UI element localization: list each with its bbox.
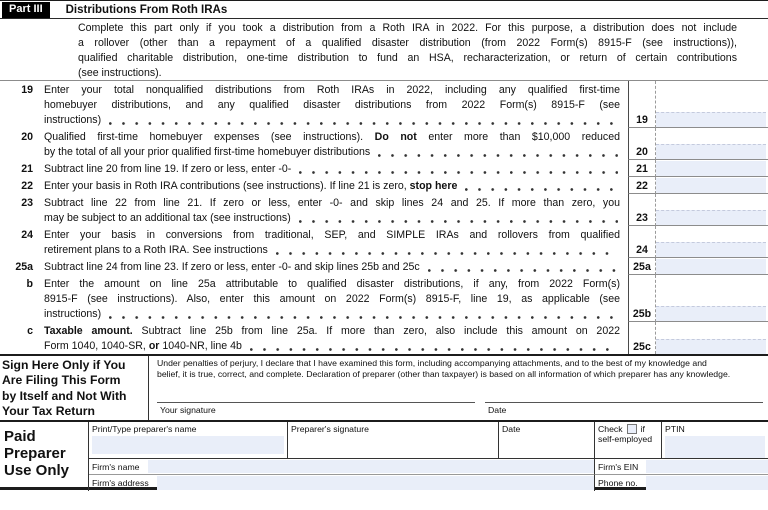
paid-preparer-heading-line: Preparer bbox=[4, 445, 66, 462]
sign-here-section bbox=[0, 354, 768, 420]
line-number-gutter: c bbox=[27, 324, 33, 337]
preparer-signature-cell bbox=[288, 422, 499, 459]
line-text bbox=[44, 226, 628, 258]
dot-leader bbox=[299, 170, 618, 175]
self-employed-cell bbox=[595, 422, 662, 459]
line-text-last bbox=[44, 260, 620, 275]
paid-preparer-heading-line: Paid bbox=[4, 428, 36, 445]
line-text bbox=[44, 81, 628, 128]
your-signature-label: Your signature bbox=[160, 404, 216, 415]
firms-ein-input[interactable] bbox=[646, 460, 768, 473]
line-text-segment: Subtract line 22 from line 21. If zero or less, enter -0- and skip lines 24 and 25. If more than zero, you bbox=[44, 196, 620, 209]
sign-here-body bbox=[148, 356, 768, 420]
check-label: Check bbox=[598, 424, 623, 434]
dot-leader bbox=[378, 153, 618, 158]
line-text-segment: Enter your basis in conversions from traditional, SEP, and SIMPLE IRAs and rollovers from qualified bbox=[44, 228, 620, 241]
paid-preparer-grid bbox=[88, 422, 768, 491]
paid-preparer-heading bbox=[0, 422, 88, 491]
dot-leader bbox=[465, 187, 618, 192]
intro-line: Complete this part only if you took a distribution from a Roth IRA in 2022. For this purpose, a distribution does not include bbox=[78, 22, 737, 34]
line-amount-cell bbox=[655, 160, 768, 177]
form-lines bbox=[0, 81, 768, 354]
ptin-input[interactable] bbox=[665, 436, 765, 458]
line-text-segment: Subtract line 20 from line 19. If zero or less, enter -0- bbox=[44, 162, 292, 175]
line-text bbox=[44, 258, 628, 275]
line-text-segment: Qualified first-time homebuyer expenses (see instructions). Do not enter more than $10,000 reduced bbox=[44, 130, 620, 143]
line-text-segment: 8915-F (see instructions). Also, enter this amount on 2022 Form(s) 8915-F, line 19, as applicable (see bbox=[44, 292, 620, 305]
firms-address-cell bbox=[89, 475, 595, 491]
firms-name-label: Firm's name bbox=[92, 462, 140, 472]
sign-here-heading bbox=[0, 356, 148, 420]
preparer-name-input[interactable] bbox=[92, 436, 284, 454]
line-text-segment: Taxable amount. Subtract line 25b from line 25a. If more than zero, also include this amount on 2022 bbox=[44, 324, 620, 337]
intro-line: (see instructions). bbox=[78, 66, 162, 79]
line-number-box: 22 bbox=[628, 177, 655, 194]
part-intro bbox=[0, 19, 768, 81]
line-text-last bbox=[44, 243, 620, 258]
preparer-name-cell bbox=[89, 422, 288, 459]
line-text bbox=[44, 275, 628, 322]
sign-here-heading-line: by Itself and Not With bbox=[2, 388, 127, 403]
perjury-statement bbox=[157, 358, 763, 380]
line-number-box: 21 bbox=[628, 160, 655, 177]
line-amount-cell bbox=[655, 258, 768, 275]
line-text bbox=[44, 194, 628, 226]
form-line-23 bbox=[0, 194, 768, 226]
preparer-signature-label: Preparer's signature bbox=[291, 424, 369, 434]
line-amount-cell bbox=[655, 226, 768, 258]
sign-here-heading-line: Are Filing This Form bbox=[2, 373, 121, 388]
line-text-segment: by the total of all your prior qualified first-time homebuyer distributions bbox=[44, 145, 371, 158]
line-text-segment: Enter your basis in Roth IRA contributions (see instructions). If line 21 is zero, stop here bbox=[44, 179, 458, 192]
line-text-segment: homebuyer distributions, and any qualified disaster distributions from 2022 Form(s) 8915-F (see bbox=[44, 98, 620, 111]
line-text-last bbox=[44, 339, 620, 354]
intro-text bbox=[78, 19, 768, 81]
form-line-21 bbox=[0, 160, 768, 177]
line-number-gutter: 22 bbox=[21, 179, 33, 192]
line-text-segment: Enter your total nonqualified distributions from Roth IRAs in 2022, including any qualified first-time bbox=[44, 83, 620, 96]
line-text-segment: Subtract line 24 from line 23. If zero or less, enter -0- and skip lines 25b and 25c bbox=[44, 260, 420, 273]
amount-input[interactable] bbox=[656, 339, 766, 354]
signature-date-input[interactable] bbox=[485, 394, 763, 403]
dot-leader bbox=[299, 219, 618, 224]
firms-name-cell bbox=[89, 459, 595, 475]
preparer-date-input[interactable] bbox=[502, 434, 591, 458]
line-text-last bbox=[44, 211, 620, 226]
line-text-last bbox=[44, 113, 620, 128]
dot-leader bbox=[428, 268, 618, 273]
line-amount-cell bbox=[655, 275, 768, 322]
if-label: if bbox=[640, 424, 645, 434]
perjury-line: Under penalties of perjury, I declare that I have examined this form, including accompanying attachments, and to the best of my knowledge and bbox=[157, 358, 707, 368]
form-line-19 bbox=[0, 81, 768, 128]
part-badge: Part III bbox=[2, 2, 50, 18]
your-signature-input[interactable] bbox=[157, 394, 475, 403]
firms-name-input[interactable] bbox=[148, 460, 594, 473]
phone-cell bbox=[595, 475, 768, 491]
paid-preparer-section bbox=[0, 420, 768, 490]
firms-ein-label: Firm's EIN bbox=[598, 462, 639, 472]
form-line-25c bbox=[0, 322, 768, 354]
amount-input[interactable] bbox=[656, 210, 766, 225]
intro-line: a rollover (other than a repayment of a qualified disaster distribution (from 2022 Form(s) 8915-F (see instructions)), bbox=[78, 36, 737, 49]
line-number-gutter: 23 bbox=[21, 196, 33, 209]
line-text bbox=[44, 128, 628, 160]
perjury-line: belief, it is true, correct, and complete. Declaration of preparer (other than taxpayer) is based on all information of which preparer has any knowledge. bbox=[157, 368, 731, 379]
line-amount-cell bbox=[655, 128, 768, 160]
line-number-box: 23 bbox=[628, 194, 655, 226]
intro-gutter bbox=[0, 19, 78, 81]
self-employed-label: self-employed bbox=[598, 434, 653, 445]
form-line-20 bbox=[0, 128, 768, 160]
preparer-signature-input[interactable] bbox=[291, 434, 495, 458]
form-line-24 bbox=[0, 226, 768, 258]
line-number-box: 25c bbox=[628, 322, 655, 354]
paid-preparer-heading-line: Use Only bbox=[4, 462, 70, 479]
line-number-gutter: 24 bbox=[21, 228, 33, 241]
sign-here-heading-line: Your Tax Return bbox=[2, 404, 95, 419]
part-title: Distributions From Roth IRAs bbox=[65, 3, 228, 16]
line-text bbox=[44, 160, 628, 177]
ptin-label: PTIN bbox=[665, 424, 685, 434]
phone-input[interactable] bbox=[646, 476, 768, 490]
form-line-25a bbox=[0, 258, 768, 275]
self-employed-checkbox[interactable] bbox=[627, 424, 637, 434]
line-text-segment: instructions) bbox=[44, 113, 102, 126]
firms-address-label: Firm's address bbox=[92, 478, 149, 488]
amount-input[interactable] bbox=[656, 161, 766, 176]
sign-here-heading-line: Sign Here Only if You bbox=[2, 358, 126, 372]
dot-leader bbox=[109, 121, 618, 126]
preparer-date-cell bbox=[499, 422, 595, 459]
intro-line: qualified charitable distribution, one-time distribution to fund an HSA, recharacterization, or return of certain contributions bbox=[78, 51, 737, 64]
dot-leader bbox=[250, 347, 618, 352]
form-line-22 bbox=[0, 177, 768, 194]
amount-input[interactable] bbox=[656, 112, 766, 127]
line-text-last bbox=[44, 162, 620, 177]
firms-address-input[interactable] bbox=[157, 476, 594, 490]
line-number-box: 25a bbox=[628, 258, 655, 275]
line-text bbox=[44, 177, 628, 194]
phone-label: Phone no. bbox=[598, 478, 638, 488]
amount-input[interactable] bbox=[656, 178, 766, 193]
dot-leader bbox=[276, 251, 618, 256]
line-amount-cell bbox=[655, 81, 768, 128]
line-number-gutter: 20 bbox=[21, 130, 33, 143]
line-text-segment: retirement plans to a Roth IRA. See instructions bbox=[44, 243, 268, 256]
amount-input[interactable] bbox=[656, 144, 766, 159]
line-number-box: 25b bbox=[628, 275, 655, 322]
line-text bbox=[44, 322, 628, 354]
signature-row bbox=[157, 394, 763, 415]
line-number-gutter: 21 bbox=[21, 162, 33, 175]
line-text-segment: Form 1040, 1040-SR, or 1040-NR, line 4b bbox=[44, 339, 242, 352]
signature-date-label: Date bbox=[488, 404, 507, 415]
ptin-cell bbox=[662, 422, 768, 459]
line-amount-cell bbox=[655, 194, 768, 226]
signature-date-field bbox=[485, 394, 763, 415]
amount-input[interactable] bbox=[656, 242, 766, 257]
line-amount-cell bbox=[655, 177, 768, 194]
line-number-gutter: b bbox=[26, 277, 33, 290]
line-text-segment: instructions) bbox=[44, 307, 102, 320]
amount-input[interactable] bbox=[656, 259, 766, 274]
preparer-name-label: Print/Type preparer's name bbox=[92, 424, 197, 434]
line-number-box: 24 bbox=[628, 226, 655, 258]
preparer-date-label: Date bbox=[502, 424, 521, 434]
line-number-gutter: 25a bbox=[15, 260, 33, 273]
line-text-last bbox=[44, 179, 620, 194]
form-line-25b bbox=[0, 275, 768, 322]
part-header bbox=[0, 0, 768, 19]
line-text-segment: Enter the amount on line 25a attributable to qualified disaster distributions, if any, from 2022 Form(s) bbox=[44, 277, 620, 290]
line-text-last bbox=[44, 145, 620, 160]
line-number-box: 20 bbox=[628, 128, 655, 160]
your-signature-field bbox=[157, 394, 475, 415]
line-amount-cell bbox=[655, 322, 768, 354]
line-number-gutter: 19 bbox=[21, 83, 33, 96]
amount-input[interactable] bbox=[656, 306, 766, 321]
firms-ein-cell bbox=[595, 459, 768, 475]
line-text-segment: may be subject to an additional tax (see instructions) bbox=[44, 211, 291, 224]
line-number-box: 19 bbox=[628, 81, 655, 128]
line-text-last bbox=[44, 307, 620, 322]
dot-leader bbox=[109, 315, 618, 320]
